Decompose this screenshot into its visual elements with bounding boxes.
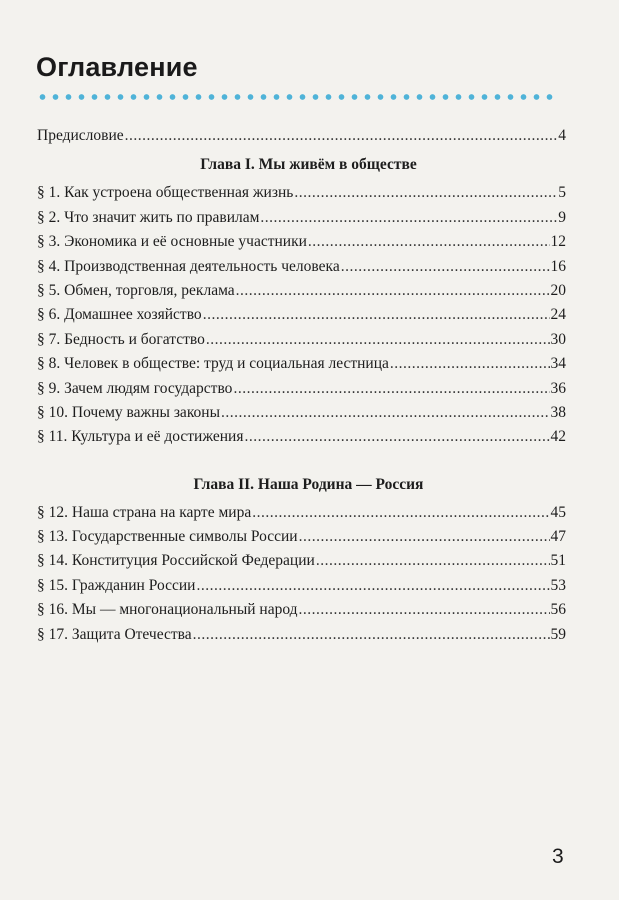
toc-entry-page: 47 [550,528,566,546]
toc-entry-page: 12 [550,233,566,251]
toc-entry-title: § 9. Зачем людям государство [37,379,233,397]
toc-entry-page: 34 [550,355,566,373]
dot-leader [125,124,558,148]
toc-entry-page: 20 [550,281,566,299]
toc-entry-title: § 10. Почему важны законы [37,403,221,421]
toc-entry-title: Предисловие [37,127,124,144]
toc-entry-page: 4 [558,127,566,144]
toc-entry-page: 51 [550,552,566,570]
toc-entry[interactable] [37,549,566,573]
toc-entry-title: § 15. Гражданин России [37,576,196,594]
toc-entry-title: § 2. Что значит жить по правилам [37,208,260,226]
toc-entry[interactable] [37,401,566,425]
dot-leader [236,279,550,303]
toc-entry-page: 38 [550,403,566,421]
toc-entry-page: 16 [550,257,566,275]
toc-entry-page: 56 [550,601,566,619]
toc-entry-title: § 12. Наша страна на карте мира [37,503,252,521]
toc-entry[interactable] [37,328,566,352]
toc-entry-title: § 17. Защита Отечества [37,625,192,643]
toc-entry-page: 9 [558,208,566,226]
dot-leader [252,501,549,525]
dot-leader [233,377,549,401]
toc-entry-page: 53 [550,576,566,594]
toc-entry[interactable] [37,255,566,279]
dot-leader [203,303,550,327]
dot-leader [260,206,557,230]
toc-entry-page: 36 [550,379,566,397]
dot-leader [196,574,549,598]
dot-leader [221,401,549,425]
dot-leader [294,181,557,205]
toc-entry-page: 59 [550,625,566,643]
toc-entry-title: § 8. Человек в обществе: труд и социальная лестница [37,355,389,373]
table-of-contents [37,124,566,647]
toc-entry[interactable] [37,230,566,254]
toc-entry[interactable] [37,501,566,525]
toc-entry-preface[interactable] [37,124,566,148]
toc-entry-page: 24 [550,306,566,324]
toc-entry-title: § 6. Домашнее хозяйство [37,306,202,324]
chapter-2-title: Глава II. Наша Родина — Россия [193,475,424,493]
toc-entry-title: § 4. Производственная деятельность человека [37,257,340,275]
toc-entry-title: § 1. Как устроена общественная жизнь [37,184,294,202]
dot-leader [299,525,550,549]
dot-leader [341,255,550,279]
dot-leader [308,230,550,254]
toc-entry-page: 5 [558,184,566,202]
page-number: 3 [552,845,564,868]
toc-entry[interactable] [37,352,566,376]
dot-leader [299,598,550,622]
dot-leader [390,352,550,376]
dot-leader [316,549,550,573]
dot-leader [193,623,550,647]
toc-entry[interactable] [37,574,566,598]
dot-leader [244,425,549,449]
toc-entry-page: 45 [550,503,566,521]
toc-entry-title: § 16. Мы — многонациональный народ [37,601,298,619]
toc-entry-page: 30 [550,330,566,348]
dot-leader [206,328,550,352]
toc-entry[interactable] [37,206,566,230]
toc-entry[interactable] [37,525,566,549]
chapter-1-title: Глава I. Мы живём в обществе [200,156,417,174]
toc-entry[interactable] [37,623,566,647]
toc-entry-title: § 5. Обмен, торговля, реклама [37,281,235,299]
toc-heading: Оглавление [36,52,198,82]
toc-entry-title: § 14. Конституция Российской Федерации [37,552,315,570]
toc-entry[interactable] [37,598,566,622]
dotted-divider [36,93,556,101]
toc-entry[interactable] [37,425,566,449]
toc-entry-title: § 3. Экономика и её основные участники [37,233,307,251]
toc-entry[interactable] [37,181,566,205]
toc-entry[interactable] [37,279,566,303]
toc-entry[interactable] [37,303,566,327]
toc-entry-page: 42 [550,428,566,446]
toc-entry-title: § 7. Бедность и богатство [37,330,205,348]
toc-entry-title: § 11. Культура и её достижения [37,428,244,446]
toc-entry-title: § 13. Государственные символы России [37,528,298,546]
toc-entry[interactable] [37,377,566,401]
